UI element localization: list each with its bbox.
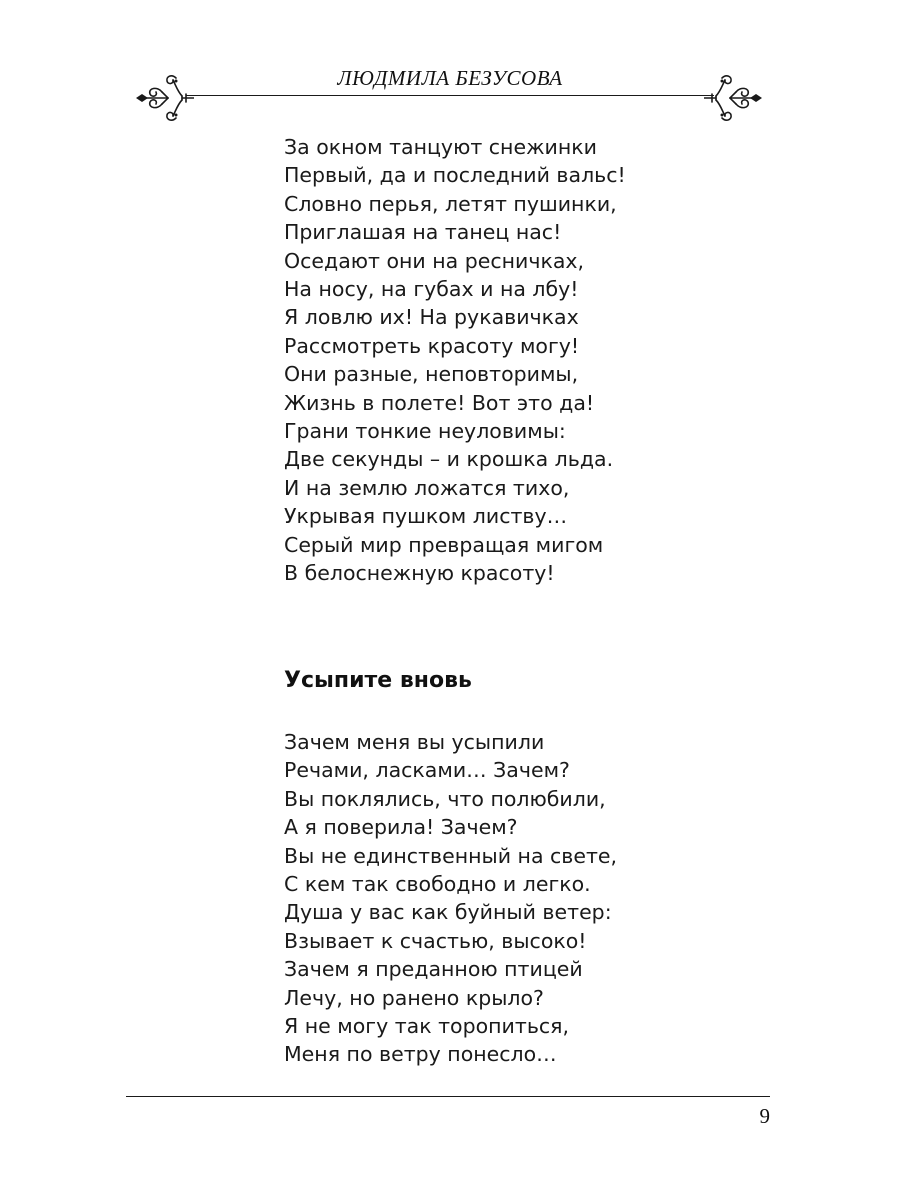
page-number: 9 <box>759 1104 770 1128</box>
poem-lull-again <box>284 728 744 1069</box>
poem-line: Лечу, но ранено крыло? <box>284 985 544 1010</box>
poem-line: Взывает к счастью, высоко! <box>284 928 587 953</box>
poem-line: С кем так свободно и легко. <box>284 872 591 897</box>
poem-line: Грани тонкие неуловимы: <box>284 419 566 444</box>
poem-line: Вы не единственный на свете, <box>284 843 618 868</box>
poem-line: Две секунды – и крошка льда. <box>284 447 614 472</box>
poem-line: Словно перья, летят пушинки, <box>284 191 617 216</box>
poem-line: Зачем я преданною птицей <box>284 957 583 982</box>
poem-line: Я ловлю их! На рукавичках <box>284 305 579 330</box>
poem-line: Вы поклялись, что полюбили, <box>284 786 606 811</box>
ornament-flourish-icon <box>704 70 766 126</box>
poem-line: Я не могу так торопиться, <box>284 1014 570 1039</box>
poem-line: Они разные, неповторимы, <box>284 362 579 387</box>
poem-line: Серый мир превращая мигом <box>284 532 604 557</box>
poem-line: На носу, на губах и на лбу! <box>284 277 579 302</box>
poem-line: В белоснежную красоту! <box>284 561 555 586</box>
poem-line: Приглашая на танец нас! <box>284 220 562 245</box>
header-divider <box>186 95 714 96</box>
poem-title: Усыпите вновь <box>284 668 472 693</box>
poem-snowflakes <box>284 133 744 588</box>
poem-line: Оседают они на ресничках, <box>284 248 585 273</box>
poem-line: Меня по ветру понесло… <box>284 1042 557 1067</box>
footer-divider <box>126 1096 770 1097</box>
poem-line: Первый, да и последний вальс! <box>284 163 626 188</box>
poem-line: Душа у вас как буйный ветер: <box>284 900 612 925</box>
poem-line: Зачем меня вы усыпили <box>284 730 545 754</box>
poem-line: И на землю ложатся тихо, <box>284 475 570 500</box>
author-name: ЛЮДМИЛА БЕЗУСОВА <box>337 66 563 90</box>
poem-line: А я поверила! Зачем? <box>284 815 518 840</box>
poem-line: Рассмотреть красоту могу! <box>284 333 580 358</box>
poem-line: Речами, ласками… Зачем? <box>284 758 570 783</box>
poem-line: Укрывая пушком листву… <box>284 504 568 529</box>
poem-line: За окном танцуют снежинки <box>284 135 597 159</box>
poem-line: Жизнь в полете! Вот это да! <box>284 390 595 415</box>
